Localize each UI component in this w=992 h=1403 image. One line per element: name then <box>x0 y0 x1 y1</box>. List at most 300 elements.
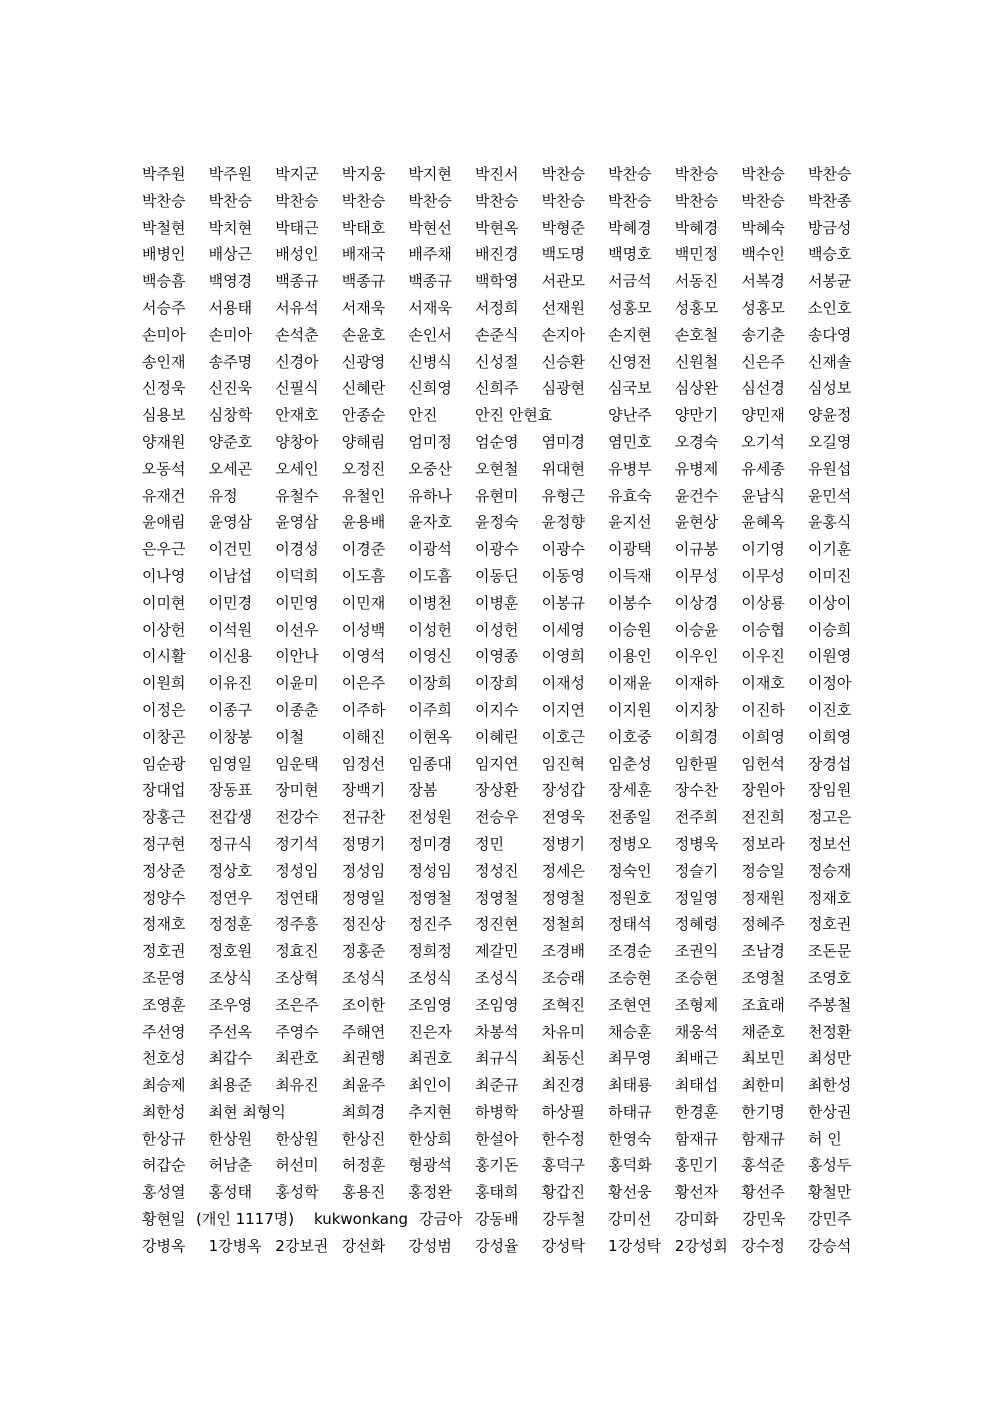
name-entry: 홍성두 <box>807 1156 852 1175</box>
name-entry: 정보선 <box>807 834 852 853</box>
name-entry: 정영철 <box>474 888 519 907</box>
name-entry: 정승일 <box>741 861 785 880</box>
name-entry: 정호원 <box>208 942 253 961</box>
name-entry: 황선웅 <box>608 1183 652 1202</box>
name-entry: 백승호 <box>807 245 852 264</box>
name-entry: 이동영 <box>541 566 586 585</box>
name-entry: 유병부 <box>608 459 652 478</box>
name-entry: 서관모 <box>541 272 586 291</box>
name-entry: 함재규 <box>674 1129 719 1148</box>
name-entry: 황현일 <box>142 1210 186 1229</box>
name-entry: 강수정 <box>741 1236 785 1255</box>
name-entry: 임종대 <box>408 754 452 773</box>
name-entry: 황선주 <box>741 1183 785 1202</box>
name-entry: 이장희 <box>474 674 519 693</box>
name-entry: 주선영 <box>142 1022 186 1041</box>
name-entry: 강두철 <box>542 1210 586 1229</box>
name-entry: 신승환 <box>541 352 586 371</box>
name-entry: 이영종 <box>474 647 519 666</box>
name-entry: 강민욱 <box>742 1210 786 1229</box>
name-entry: 한상진 <box>341 1129 386 1148</box>
name-entry: 정세은 <box>541 861 586 880</box>
name-entry: 윤영삼 <box>275 513 319 532</box>
name-entry: kukwonkang <box>314 1210 409 1229</box>
name-entry: 박찬승 <box>275 191 319 210</box>
name-entry: 양해림 <box>341 432 386 451</box>
name-entry: 서복경 <box>741 272 785 291</box>
name-entry: 박주원 <box>208 165 253 183</box>
name-entry: 이용인 <box>608 647 652 666</box>
name-entry: 조우영 <box>208 995 253 1014</box>
name-entry: 정진상 <box>341 915 386 934</box>
name-entry: 신혜란 <box>341 379 386 398</box>
name-entry: 정호권 <box>807 915 852 934</box>
name-entry: 강미화 <box>675 1210 719 1229</box>
name-entry: 손지현 <box>608 325 652 344</box>
name-entry: 이종구 <box>208 700 253 719</box>
name-entry: 한기명 <box>741 1102 785 1121</box>
name-entry: 하병학 <box>474 1102 519 1121</box>
name-entry <box>542 402 609 429</box>
name-entry: 허 인 <box>807 1129 842 1148</box>
name-entry: 안진 <box>408 406 438 425</box>
name-entry: 심상완 <box>674 379 719 398</box>
name-entry: 주봉철 <box>807 995 852 1014</box>
name-entry: 서정희 <box>474 298 519 317</box>
name-entry: 정성임 <box>275 861 319 880</box>
name-entry: 위대현 <box>541 459 586 478</box>
name-entry: 이장희 <box>408 674 452 693</box>
name-entry: 오중산 <box>408 459 452 478</box>
name-entry: 정일영 <box>674 888 719 907</box>
name-entry: 이광수 <box>541 540 586 559</box>
name-entry: 박혜숙 <box>741 218 785 237</box>
name-entry: 오경숙 <box>674 432 719 451</box>
name-entry: 홍민기 <box>674 1156 719 1175</box>
name-entry: 신경아 <box>275 352 319 371</box>
name-entry: 조상식 <box>208 968 253 987</box>
name-entry: 이지연 <box>541 700 586 719</box>
name-entry: 박혜경 <box>608 218 652 237</box>
name-entry: (개인 1117명) <box>196 1210 295 1229</box>
name-entry: 홍덕화 <box>608 1156 652 1175</box>
name-entry: 하태규 <box>608 1102 652 1121</box>
name-entry: 최성만 <box>807 1049 852 1068</box>
name-entry: 박찬종 <box>807 191 852 210</box>
name-entry: 장백기 <box>341 781 386 800</box>
name-entry: 박지군 <box>275 165 319 183</box>
name-entry: 허남춘 <box>208 1156 253 1175</box>
name-entry: 이무성 <box>674 566 719 585</box>
name-entry: 조현연 <box>608 995 652 1014</box>
name-entry: 이재호 <box>741 674 785 693</box>
name-entry: 엄미정 <box>408 432 452 451</box>
name-entry: 백종규 <box>275 272 319 291</box>
name-entry: 박찬승 <box>474 191 519 210</box>
name-entry: 백종규 <box>341 272 386 291</box>
name-entry: 윤건수 <box>674 486 719 505</box>
name-entry: 윤영삼 <box>208 513 253 532</box>
name-entry: 이지창 <box>674 700 719 719</box>
name-entry: 심성보 <box>807 379 852 398</box>
name-entry: 이주희 <box>408 700 452 719</box>
name-entry: 유재건 <box>142 486 186 505</box>
name-entry: 박치현 <box>208 218 253 237</box>
name-entry: 이상룡 <box>741 593 785 612</box>
name-row <box>142 1206 884 1233</box>
name-entry: 최희경 <box>341 1102 386 1121</box>
name-entry: 이광택 <box>608 540 652 559</box>
name-entry: 조영호 <box>807 968 852 987</box>
name-entry: 박찬승 <box>741 165 785 183</box>
name-entry: 손인서 <box>408 325 452 344</box>
name-entry: 주해연 <box>341 1022 386 1041</box>
name-entry: 박진서 <box>474 165 519 183</box>
name-entry: 조임영 <box>474 995 519 1014</box>
name-entry: 신재솔 <box>807 352 852 371</box>
name-entry: 정연태 <box>275 888 319 907</box>
name-entry: 박현옥 <box>474 218 519 237</box>
name-entry: 임영일 <box>208 754 253 773</box>
name-entry: 한설아 <box>474 1129 519 1148</box>
name-list-grid <box>142 161 882 1260</box>
name-entry: 박형준 <box>541 218 586 237</box>
name-entry: 2강보권 <box>275 1236 329 1255</box>
name-entry: 형광석 <box>408 1156 452 1175</box>
name-entry: 정연우 <box>208 888 253 907</box>
name-entry: 정슬기 <box>674 861 719 880</box>
name-entry: 양난주 <box>608 406 652 425</box>
name-entry: 홍정완 <box>408 1183 452 1202</box>
name-entry: 이혜린 <box>474 727 519 746</box>
name-entry: 조이한 <box>341 995 386 1014</box>
name-entry: 차봉석 <box>474 1022 519 1041</box>
name-entry: 박찬승 <box>741 191 785 210</box>
name-entry: 최권행 <box>341 1049 386 1068</box>
name-entry: 이봉수 <box>608 593 652 612</box>
name-entry: 오동석 <box>142 459 186 478</box>
name-entry: 이승원 <box>608 620 652 639</box>
name-entry: 백명호 <box>608 245 652 264</box>
name-entry: 성홍모 <box>674 298 719 317</box>
name-entry: 최한성 <box>807 1076 852 1095</box>
name-entry: 정고은 <box>807 808 852 827</box>
name-entry: 정주흥 <box>275 915 319 934</box>
name-entry: 유원섭 <box>807 459 852 478</box>
name-entry: 이세영 <box>541 620 586 639</box>
name-entry: 정병욱 <box>674 834 719 853</box>
name-entry: 염미경 <box>541 432 586 451</box>
name-entry: 서유석 <box>275 298 319 317</box>
name-entry: 배재국 <box>341 245 386 264</box>
name-entry: 이규봉 <box>674 540 719 559</box>
name-entry: 최권호 <box>408 1049 452 1068</box>
name-entry: 주영수 <box>275 1022 319 1041</box>
name-entry: 한상규 <box>142 1129 186 1148</box>
name-entry: 이영석 <box>341 647 386 666</box>
name-entry: 백종규 <box>408 272 452 291</box>
name-entry: 이득재 <box>608 566 652 585</box>
name-entry: 이은주 <box>341 674 386 693</box>
name-entry: 조경순 <box>608 942 652 961</box>
name-entry: 윤애림 <box>142 513 186 532</box>
name-entry: 이상이 <box>807 593 852 612</box>
name-entry: 이성헌 <box>474 620 519 639</box>
name-entry: 천호성 <box>142 1049 186 1068</box>
name-entry: 강미선 <box>608 1210 652 1229</box>
name-entry: 유하나 <box>408 486 452 505</box>
name-entry: 정보라 <box>741 834 785 853</box>
name-entry: 정기석 <box>275 834 319 853</box>
name-entry: 안종순 <box>341 406 386 425</box>
name-entry: 장원아 <box>741 781 785 800</box>
name-entry: 이광석 <box>408 540 452 559</box>
name-entry: 이덕희 <box>275 566 319 585</box>
name-entry: 손호철 <box>674 325 719 344</box>
name-entry: 최승제 <box>142 1076 186 1095</box>
name-entry: 정상준 <box>142 861 186 880</box>
name-entry: 심창학 <box>208 406 253 425</box>
name-entry: 장대업 <box>142 781 186 800</box>
name-entry: 정승재 <box>807 861 852 880</box>
name-entry: 허선미 <box>275 1156 319 1175</box>
name-entry: 이기훈 <box>807 540 852 559</box>
name-entry: 배진경 <box>474 245 519 264</box>
name-entry: 최보민 <box>741 1049 785 1068</box>
name-entry: 염민호 <box>608 432 652 451</box>
name-entry: 조영훈 <box>142 995 186 1014</box>
name-entry: 박찬승 <box>408 191 452 210</box>
name-entry: 조경배 <box>541 942 586 961</box>
name-entry: 서재욱 <box>341 298 386 317</box>
name-entry: 1강성탁 <box>608 1236 662 1255</box>
name-entry: 장상환 <box>474 781 519 800</box>
name-entry: 최진경 <box>541 1076 586 1095</box>
name-entry: 백영경 <box>208 272 253 291</box>
name-entry: 장세훈 <box>608 781 652 800</box>
name-entry: 박찬승 <box>674 165 719 183</box>
name-entry: 장홍근 <box>142 808 186 827</box>
name-entry: 이철 <box>275 727 305 746</box>
name-entry: 박주원 <box>142 165 186 183</box>
name-entry: 한상권 <box>807 1102 852 1121</box>
name-entry: 안진 안현효 <box>474 406 553 425</box>
name-entry: 임진혁 <box>541 754 586 773</box>
name-entry: 이석원 <box>208 620 253 639</box>
name-entry: 임한필 <box>674 754 719 773</box>
name-entry: 윤현상 <box>674 513 719 532</box>
name-entry: 양재원 <box>142 432 186 451</box>
name-entry: 양민재 <box>741 406 785 425</box>
name-entry: 이희경 <box>674 727 719 746</box>
name-entry: 박태근 <box>275 218 319 237</box>
name-entry: 성홍모 <box>741 298 785 317</box>
name-entry: 신광영 <box>341 352 386 371</box>
name-entry: 홍성태 <box>208 1183 253 1202</box>
name-entry: 이동딘 <box>474 566 519 585</box>
name-entry: 이신용 <box>208 647 253 666</box>
name-entry: 이진하 <box>741 700 785 719</box>
name-entry: 조남경 <box>741 942 785 961</box>
name-entry: 이나영 <box>142 566 186 585</box>
name-entry: 임지연 <box>474 754 519 773</box>
name-entry: 이병천 <box>408 593 452 612</box>
name-entry: 채승훈 <box>608 1022 652 1041</box>
name-entry: 이경준 <box>341 540 386 559</box>
name-entry: 차유미 <box>541 1022 586 1041</box>
name-entry: 이영신 <box>408 647 452 666</box>
name-entry: 조승현 <box>608 968 652 987</box>
name-entry: 조상혁 <box>275 968 319 987</box>
name-entry: 박찬승 <box>208 191 253 210</box>
name-entry: 정명기 <box>341 834 386 853</box>
name-entry: 손윤호 <box>341 325 386 344</box>
name-entry: 정호권 <box>142 942 186 961</box>
name-entry: 정혜주 <box>741 915 785 934</box>
name-entry: 전영욱 <box>541 808 586 827</box>
name-entry: 박태호 <box>341 218 386 237</box>
name-entry: 강성탁 <box>541 1236 586 1255</box>
name-entry: 최갑수 <box>208 1049 253 1068</box>
name-entry: 허갑순 <box>142 1156 186 1175</box>
name-entry: 홍기돈 <box>474 1156 519 1175</box>
name-entry: 정영철 <box>541 888 586 907</box>
name-entry: 조성식 <box>408 968 452 987</box>
name-entry: 유철수 <box>275 486 319 505</box>
name-entry: 정정훈 <box>208 915 253 934</box>
name-entry: 강금아 <box>419 1210 463 1229</box>
name-entry: 이원희 <box>142 674 186 693</box>
name-entry: 임운택 <box>275 754 319 773</box>
name-entry: 심광현 <box>541 379 586 398</box>
name-entry: 오세곤 <box>208 459 253 478</box>
name-entry: 신은주 <box>741 352 785 371</box>
name-entry: 조승현 <box>674 968 719 987</box>
name-entry: 유세종 <box>741 459 785 478</box>
name-entry: 조은주 <box>275 995 319 1014</box>
name-entry: 서재욱 <box>408 298 452 317</box>
name-entry: 이도흠 <box>408 566 452 585</box>
name-entry: 윤용배 <box>341 513 386 532</box>
name-entry: 조형제 <box>674 995 719 1014</box>
name-entry: 정희정 <box>408 942 452 961</box>
name-entry: 황선자 <box>674 1183 719 1202</box>
name-entry: 한상희 <box>408 1129 452 1148</box>
name-entry: 이우진 <box>741 647 785 666</box>
name-entry: 2강성회 <box>674 1236 728 1255</box>
name-entry: 백민정 <box>674 245 719 264</box>
name-entry: 이성백 <box>341 620 386 639</box>
name-entry: 주선옥 <box>208 1022 253 1041</box>
name-entry: 박지현 <box>408 165 452 183</box>
name-entry: 장미현 <box>275 781 319 800</box>
name-entry: 심선경 <box>741 379 785 398</box>
name-entry: 박현선 <box>408 218 452 237</box>
name-entry: 임정선 <box>341 754 386 773</box>
name-entry: 전종일 <box>608 808 652 827</box>
name-entry: 한영숙 <box>608 1129 652 1148</box>
name-entry: 정병기 <box>541 834 586 853</box>
name-entry: 양윤정 <box>807 406 852 425</box>
name-entry: 서금석 <box>608 272 652 291</box>
name-entry: 박혜경 <box>674 218 719 237</box>
name-entry: 서승주 <box>142 298 186 317</box>
name-entry: 박지웅 <box>341 165 386 183</box>
name-entry: 장동표 <box>208 781 253 800</box>
name-entry: 강선화 <box>341 1236 386 1255</box>
name-entry: 이해진 <box>341 727 386 746</box>
name-entry: 이지수 <box>474 700 519 719</box>
name-entry: 오현철 <box>474 459 519 478</box>
name-entry: 안재호 <box>275 406 319 425</box>
name-entry: 엄순영 <box>474 432 519 451</box>
name-entry: 선재원 <box>541 298 586 317</box>
name-entry: 허정훈 <box>341 1156 386 1175</box>
name-entry: 정미경 <box>408 834 452 853</box>
name-entry: 유정 <box>208 486 238 505</box>
name-entry: 송인재 <box>142 352 186 371</box>
name-entry: 이창곤 <box>142 727 186 746</box>
name-entry: 이미진 <box>807 566 852 585</box>
name-entry: 신병식 <box>408 352 452 371</box>
name-entry: 송다영 <box>807 325 852 344</box>
name-entry: 최유진 <box>275 1076 319 1095</box>
name-entry: 이유진 <box>208 674 253 693</box>
name-entry: 백승흠 <box>142 272 186 291</box>
name-entry: 손미아 <box>142 325 186 344</box>
name-entry: 배병인 <box>142 245 186 264</box>
name-entry: 정규식 <box>208 834 253 853</box>
name-entry: 홍성열 <box>142 1183 186 1202</box>
name-entry: 윤남식 <box>741 486 785 505</box>
name-entry: 신진욱 <box>208 379 253 398</box>
name-entry: 심국보 <box>608 379 652 398</box>
name-entry: 윤지선 <box>608 513 652 532</box>
name-entry: 이민재 <box>341 593 386 612</box>
name-entry: 홍용진 <box>341 1183 386 1202</box>
name-entry: 이희영 <box>741 727 785 746</box>
name-entry: 손지아 <box>541 325 586 344</box>
name-entry: 정영일 <box>341 888 386 907</box>
name-entry: 윤자호 <box>408 513 452 532</box>
name-entry: 정재호 <box>807 888 852 907</box>
name-entry: 양만기 <box>674 406 719 425</box>
name-entry: 전강수 <box>275 808 319 827</box>
name-entry: 장봄 <box>408 781 438 800</box>
name-entry: 백도명 <box>541 245 586 264</box>
name-entry: 정철희 <box>541 915 586 934</box>
name-entry: 정민 <box>474 834 504 853</box>
name-entry: 임헌석 <box>741 754 785 773</box>
name-entry: 정혜령 <box>674 915 719 934</box>
name-entry: 정숙인 <box>608 861 652 880</box>
name-entry: 전승우 <box>474 808 519 827</box>
name-entry: 최동신 <box>541 1049 586 1068</box>
name-entry: 이재윤 <box>608 674 652 693</box>
name-entry: 이병훈 <box>474 593 519 612</box>
name-entry: 한상원 <box>275 1129 319 1148</box>
name-entry: 이재하 <box>674 674 719 693</box>
name-entry: 박찬승 <box>341 191 386 210</box>
name-entry: 이호근 <box>541 727 586 746</box>
name-entry: 이원영 <box>807 647 852 666</box>
name-entry: 한수정 <box>541 1129 586 1148</box>
name-entry: 이희영 <box>807 727 852 746</box>
name-entry: 이진호 <box>807 700 852 719</box>
name-entry: 한경훈 <box>674 1102 719 1121</box>
name-entry: 박찬승 <box>541 191 586 210</box>
name-entry: 최관호 <box>275 1049 319 1068</box>
